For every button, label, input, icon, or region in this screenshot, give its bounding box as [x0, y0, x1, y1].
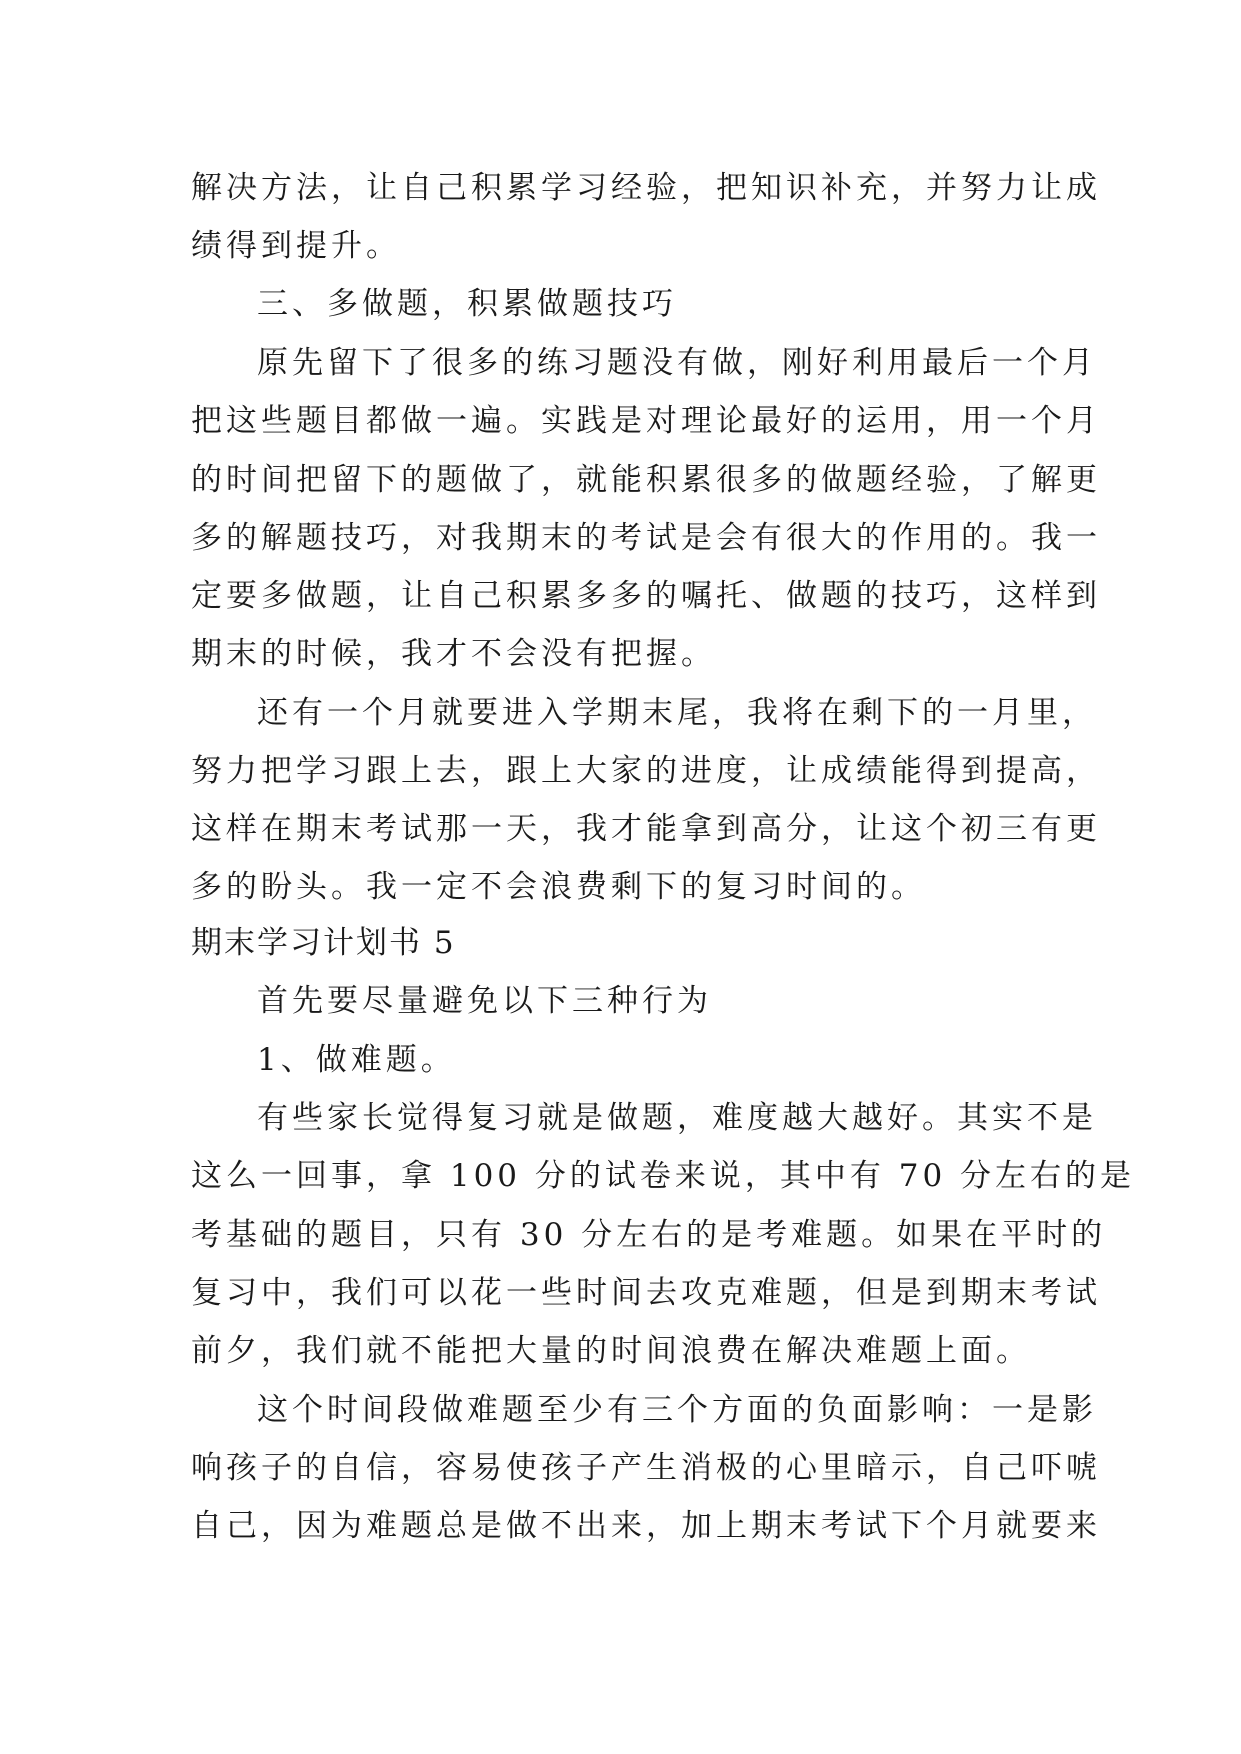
- paragraph-line: 的时间把留下的题做了，就能积累很多的做题经验，了解更: [191, 462, 1101, 498]
- paragraph-line: 多的盼头。我一定不会浪费剩下的复习时间的。: [191, 869, 926, 905]
- paragraph-line: 响孩子的自信，容易使孩子产生消极的心里暗示，自己吓唬: [191, 1450, 1101, 1486]
- paragraph-line: 这样在期末考试那一天，我才能拿到高分，让这个初三有更: [191, 811, 1101, 847]
- paragraph-line: 努力把学习跟上去，跟上大家的进度，让成绩能得到提高，: [191, 753, 1101, 789]
- paragraph-line: 还有一个月就要进入学期末尾，我将在剩下的一月里，: [257, 695, 1097, 731]
- paragraph-line: 考基础的题目，只有 30 分左右的是考难题。如果在平时的: [191, 1217, 1107, 1253]
- paragraph-line: 原先留下了很多的练习题没有做，刚好利用最后一个月: [257, 345, 1097, 381]
- section-heading: 三、多做题，积累做题技巧: [257, 286, 677, 322]
- paragraph-line: 多的解题技巧，对我期末的考试是会有很大的作用的。我一: [191, 520, 1101, 556]
- paragraph-line: 这个时间段做难题至少有三个方面的负面影响：一是影: [257, 1392, 1097, 1428]
- paragraph-line: 期末的时候，我才不会没有把握。: [191, 636, 716, 672]
- paragraph-line: 有些家长觉得复习就是做题，难度越大越好。其实不是: [257, 1100, 1097, 1136]
- paragraph-line: 复习中，我们可以花一些时间去攻克难题，但是到期末考试: [191, 1275, 1101, 1311]
- paragraph-line: 定要多做题，让自己积累多多的嘱托、做题的技巧，这样到: [191, 578, 1101, 614]
- paragraph-line: 这么一回事，拿 100 分的试卷来说，其中有 70 分左右的是: [191, 1158, 1136, 1194]
- list-item-heading: 1、做难题。: [257, 1042, 456, 1078]
- paragraph-line: 自己，因为难题总是做不出来，加上期末考试下个月就要来: [191, 1508, 1101, 1544]
- document-title: 期末学习计划书 5: [191, 925, 456, 961]
- paragraph-line: 解决方法，让自己积累学习经验，把知识补充，并努力让成: [191, 170, 1101, 206]
- paragraph-line: 绩得到提升。: [191, 228, 401, 264]
- paragraph-line: 前夕，我们就不能把大量的时间浪费在解决难题上面。: [191, 1333, 1031, 1369]
- paragraph-line: 首先要尽量避免以下三种行为: [257, 983, 712, 1019]
- paragraph-line: 把这些题目都做一遍。实践是对理论最好的运用，用一个月: [191, 403, 1101, 439]
